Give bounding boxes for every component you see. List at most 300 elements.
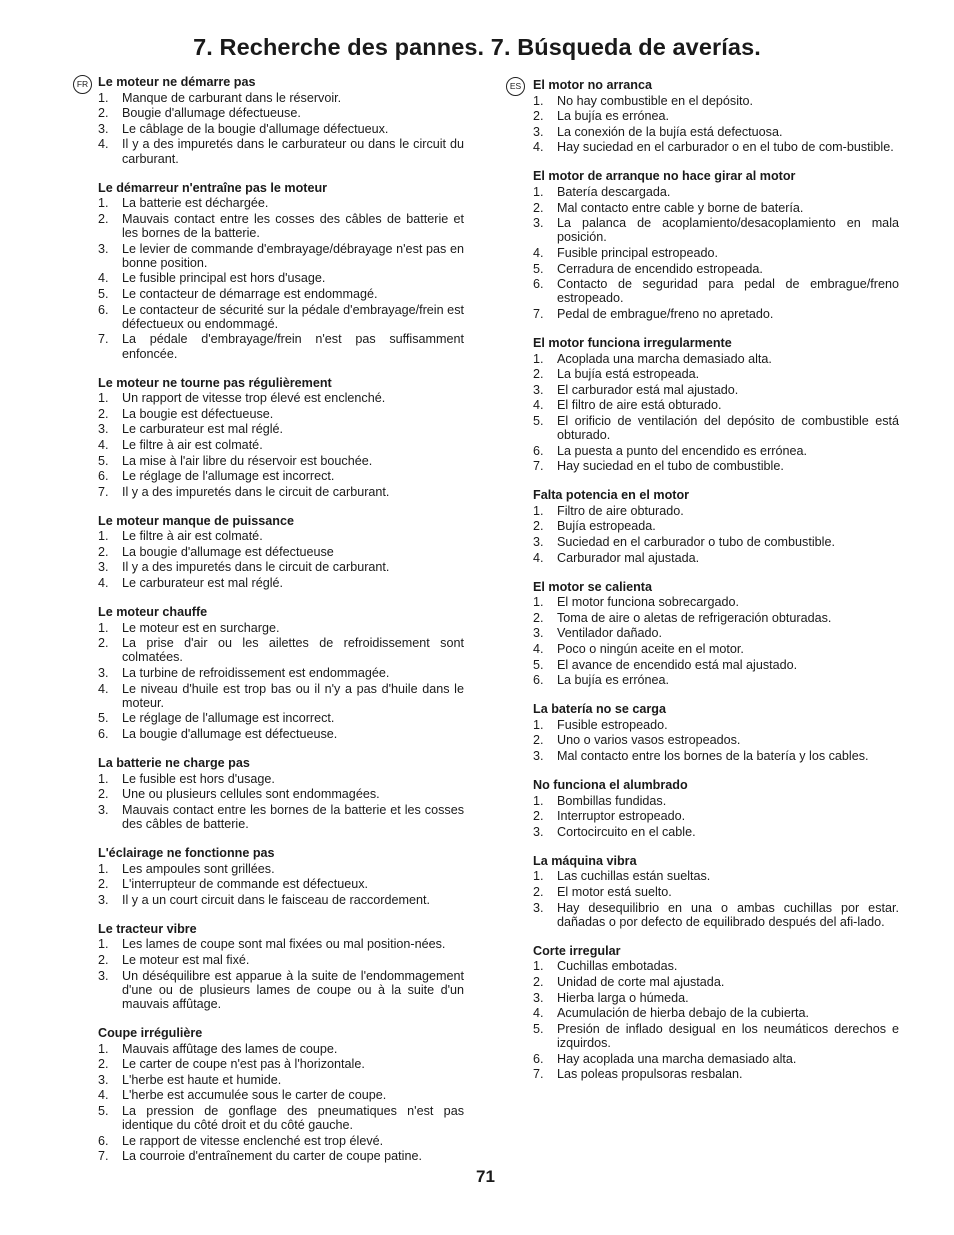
item-number: 5. — [533, 1021, 544, 1036]
item-text: Toma de aire o aletas de refrigeración obturadas. — [557, 610, 832, 625]
item-text: La pression de gonflage des pneumatiques n'est pas identique du côté droit et du côté gauche. — [122, 1103, 464, 1133]
item-number: 2. — [533, 200, 544, 215]
section-heading: No funciona el alumbrado — [533, 778, 688, 793]
item-number: 7. — [98, 1149, 109, 1164]
item-number: 1. — [533, 184, 544, 199]
item-text: Cortocircuito en el cable. — [557, 824, 696, 839]
item-number: 3. — [533, 990, 544, 1005]
item-number: 4. — [533, 245, 544, 260]
item-text: Le levier de commande d'embrayage/débrayage n'est pas en bonne position. — [122, 241, 464, 270]
list-item — [98, 407, 464, 421]
section-heading: Le moteur ne tourne pas régulièrement — [98, 375, 332, 390]
item-number: 7. — [533, 1067, 544, 1082]
list-item — [533, 959, 899, 973]
troubleshooting-section — [98, 605, 464, 741]
item-text: Le fusible principal est hors d'usage. — [122, 271, 326, 286]
list-item — [98, 636, 464, 664]
page-title: 7. Recherche des pannes. 7. Búsqueda de averías. — [193, 34, 761, 60]
item-number: 5. — [98, 1103, 109, 1118]
item-number: 1. — [98, 771, 109, 786]
item-number: 4. — [98, 576, 109, 591]
item-text: Bougie d'allumage défectueuse. — [122, 106, 301, 121]
list-item — [98, 529, 464, 543]
item-number: 4. — [98, 1088, 109, 1103]
list-item — [533, 459, 899, 473]
item-text: Cuchillas embotadas. — [557, 959, 678, 974]
list-item — [98, 271, 464, 285]
item-text: La bujía está estropeada. — [557, 367, 700, 382]
section-heading: El motor no arranca — [533, 78, 652, 92]
item-number: 5. — [98, 286, 109, 301]
item-number: 3. — [533, 749, 544, 764]
list-item — [98, 666, 464, 680]
list-item — [533, 794, 899, 808]
list-item — [98, 727, 464, 741]
list-item — [98, 711, 464, 725]
item-text: Hay suciedad en el carburador o en el tubo de com-bustible. — [557, 140, 894, 155]
list-item — [98, 862, 464, 876]
list-item — [98, 803, 464, 831]
list-item — [533, 595, 899, 609]
section-heading: Le moteur manque de puissance — [98, 513, 294, 528]
list-item — [533, 398, 899, 412]
item-text: Mal contacto entre los bornes de la batería y los cables. — [557, 749, 869, 764]
item-number: 3. — [533, 382, 544, 397]
list-item — [98, 576, 464, 590]
language-badge-fr: FR — [73, 75, 92, 94]
item-text: Le moteur est mal fixé. — [122, 953, 250, 967]
item-number: 6. — [98, 469, 109, 484]
item-text: Hay desequilibrio en una o ambas cuchillas por estar. dañadas o por defecto de equilibrado después del afi-lado. — [557, 900, 899, 929]
troubleshooting-section — [533, 778, 899, 839]
item-text: Le rapport de vitesse enclenché est trop élevé. — [122, 1133, 384, 1148]
list-item — [98, 1057, 464, 1071]
list-item — [533, 277, 899, 305]
cause-list — [533, 94, 899, 155]
section-heading: El motor funciona irregularmente — [533, 335, 732, 350]
troubleshooting-section — [533, 169, 899, 321]
item-text: Le filtre à air est colmaté. — [122, 437, 263, 452]
list-item — [533, 718, 899, 732]
list-item — [98, 196, 464, 210]
item-text: Le câblage de la bougie d'allumage défectueux. — [122, 121, 389, 136]
section-heading: El motor de arranque no hace girar al motor — [533, 169, 796, 184]
list-item — [533, 535, 899, 549]
item-text: Carburador mal ajustada. — [557, 550, 700, 565]
item-text: Un déséquilibre est apparue à la suite de l'endommagement d'une ou de plusieurs lames de coupe ou à la suite d'un mauvais affûtage. — [122, 968, 464, 1011]
item-text: Contacto de seguridad para pedal de embrague/freno estropeado. — [557, 277, 899, 306]
item-text: Uno o varios vasos estropeados. — [557, 733, 741, 748]
item-number: 2. — [98, 1057, 109, 1072]
troubleshooting-section — [98, 514, 464, 591]
item-number: 3. — [98, 1072, 109, 1087]
item-number: 5. — [98, 711, 109, 726]
item-text: Poco o ningún aceite en el motor. — [557, 642, 744, 657]
item-number: 2. — [98, 106, 109, 121]
troubleshooting-section — [533, 854, 899, 929]
section-heading: Corte irregular — [533, 943, 621, 958]
item-text: Batería descargada. — [557, 184, 671, 199]
section-heading: La batterie ne charge pas — [98, 756, 250, 771]
section-heading: Le moteur ne démarre pas — [98, 75, 256, 89]
item-number: 1. — [98, 391, 109, 406]
item-text: Le filtre à air est colmaté. — [122, 529, 263, 544]
item-number: 1. — [533, 959, 544, 974]
item-number: 2. — [533, 809, 544, 824]
list-item — [98, 454, 464, 468]
item-text: Le carter de coupe n'est pas à l'horizontale. — [122, 1057, 365, 1072]
item-text: Mauvais contact entre les cosses des câbles de batterie et les bornes de la batterie. — [122, 211, 464, 240]
section-heading: Coupe irrégulière — [98, 1026, 203, 1040]
item-text: La bujía es errónea. — [557, 109, 670, 124]
item-number: 4. — [533, 550, 544, 565]
list-item — [533, 444, 899, 458]
item-text: Pedal de embrague/freno no apretado. — [557, 306, 774, 321]
item-number: 3. — [98, 968, 109, 983]
item-number: 1. — [98, 620, 109, 635]
item-text: Unidad de corte mal ajustada. — [557, 974, 725, 989]
item-number: 5. — [533, 261, 544, 276]
item-text: Ventilador dañado. — [557, 626, 663, 641]
item-number: 3. — [533, 535, 544, 550]
item-text: Il y a des impuretés dans le circuit de carburant. — [122, 560, 390, 575]
item-text: La mise à l'air libre du réservoir est bouchée. — [122, 453, 373, 468]
item-text: El filtro de aire está obturado. — [557, 398, 722, 413]
item-text: Bujía estropeada. — [557, 519, 656, 534]
list-item — [98, 621, 464, 635]
list-item — [98, 422, 464, 436]
list-item — [533, 975, 899, 989]
troubleshooting-section — [98, 846, 464, 907]
item-number: 1. — [533, 869, 544, 884]
item-text: Presión de inflado desigual en los neumáticos derechos e izquirdos. — [557, 1021, 899, 1050]
item-text: Las poleas propulsoras resbalan. — [557, 1067, 743, 1082]
list-item — [98, 106, 464, 120]
list-item — [533, 611, 899, 625]
list-item — [98, 893, 464, 907]
page-number: 71 — [476, 1167, 495, 1186]
list-item — [98, 469, 464, 483]
item-text: Le carburateur est mal réglé. — [122, 422, 284, 437]
language-badge-es: ES — [506, 77, 525, 96]
item-number: 1. — [533, 793, 544, 808]
item-number: 3. — [98, 666, 109, 681]
item-number: 4. — [98, 437, 109, 452]
item-number: 7. — [98, 332, 109, 347]
list-item — [533, 1067, 899, 1081]
cause-list — [533, 869, 899, 929]
section-heading: Le tracteur vibre — [98, 921, 197, 936]
list-item — [533, 125, 899, 139]
list-item — [98, 1042, 464, 1056]
cause-list — [98, 1042, 464, 1164]
item-number: 3. — [533, 824, 544, 839]
list-item — [98, 242, 464, 270]
list-item — [98, 438, 464, 452]
item-number: 2. — [533, 733, 544, 748]
item-number: 1. — [98, 861, 109, 876]
item-text: Acumulación de hierba debajo de la cubierta. — [557, 1006, 810, 1021]
item-text: Le contacteur de sécurité sur la pédale d'embrayage/frein est défectueux ou endommagé. — [122, 302, 464, 331]
item-number: 3. — [98, 422, 109, 437]
item-text: L'herbe est accumulée sous le carter de coupe. — [122, 1088, 387, 1103]
item-text: Bombillas fundidas. — [557, 793, 667, 808]
list-item — [533, 140, 899, 154]
list-item — [98, 485, 464, 499]
list-item — [533, 414, 899, 442]
list-item — [98, 1088, 464, 1102]
list-item — [98, 122, 464, 136]
list-item — [533, 519, 899, 533]
list-item — [533, 749, 899, 763]
cause-list — [533, 718, 899, 763]
list-item — [533, 673, 899, 687]
item-text: La bujía es errónea. — [557, 673, 670, 688]
item-number: 3. — [533, 900, 544, 915]
item-text: Le contacteur de démarrage est endommagé. — [122, 286, 378, 301]
list-item — [533, 825, 899, 839]
item-number: 1. — [533, 717, 544, 732]
item-text: Las cuchillas están sueltas. — [557, 869, 711, 884]
item-number: 2. — [533, 610, 544, 625]
item-text: Les ampoules sont grillées. — [122, 861, 275, 876]
item-number: 6. — [98, 302, 109, 317]
item-number: 5. — [98, 453, 109, 468]
list-item — [533, 551, 899, 565]
item-text: La courroie d'entraînement du carter de coupe patine. — [122, 1149, 422, 1164]
item-text: La palanca de acoplamiento/desacoplamiento en mala posición. — [557, 216, 899, 245]
item-text: Interruptor estropeado. — [557, 809, 686, 824]
item-number: 2. — [98, 877, 109, 892]
cause-list — [533, 504, 899, 565]
cause-list — [533, 959, 899, 1081]
item-number: 3. — [98, 560, 109, 575]
cause-list — [98, 772, 464, 832]
item-number: 5. — [533, 657, 544, 672]
list-item — [98, 545, 464, 559]
item-number: 5. — [533, 413, 544, 428]
section-heading: Falta potencia en el motor — [533, 488, 690, 503]
item-text: No hay combustible en el depósito. — [557, 93, 754, 108]
list-item — [533, 991, 899, 1005]
list-item — [98, 391, 464, 405]
item-text: Il y a des impuretés dans le carburateur ou dans le circuit du carburant. — [122, 137, 464, 166]
list-item — [533, 642, 899, 656]
item-number: 4. — [98, 137, 109, 152]
cause-list — [98, 937, 464, 1011]
item-text: La bougie d'allumage est défectueuse. — [122, 727, 338, 742]
list-item — [533, 262, 899, 276]
item-number: 6. — [533, 1051, 544, 1066]
item-number: 7. — [533, 459, 544, 474]
list-item — [533, 658, 899, 672]
list-item — [533, 352, 899, 366]
list-item — [98, 1073, 464, 1087]
item-number: 2. — [98, 953, 109, 967]
troubleshooting-section — [98, 922, 464, 1011]
list-item — [533, 885, 899, 899]
list-item — [533, 307, 899, 321]
item-text: Filtro de aire obturado. — [557, 503, 684, 518]
item-text: Le fusible est hors d'usage. — [122, 771, 275, 786]
item-text: Le réglage de l'allumage est incorrect. — [122, 469, 335, 484]
item-text: Manque de carburant dans le réservoir. — [122, 90, 342, 105]
item-number: 7. — [533, 306, 544, 321]
item-text: Il y a des impuretés dans le circuit de carburant. — [122, 484, 390, 499]
item-text: Le moteur est en surcharge. — [122, 620, 280, 635]
item-number: 4. — [98, 681, 109, 696]
troubleshooting-section — [533, 488, 899, 565]
list-item — [533, 869, 899, 883]
item-number: 3. — [533, 626, 544, 641]
list-item — [98, 332, 464, 360]
troubleshooting-section — [533, 78, 899, 155]
list-item — [98, 212, 464, 240]
item-text: Le réglage de l'allumage est incorrect. — [122, 711, 335, 726]
item-text: La batterie est déchargée. — [122, 196, 269, 211]
item-number: 4. — [98, 271, 109, 286]
item-text: La bougie est défectueuse. — [122, 406, 274, 421]
list-item — [533, 1022, 899, 1050]
list-item — [98, 91, 464, 105]
list-item — [533, 216, 899, 244]
troubleshooting-section — [533, 702, 899, 763]
item-text: Suciedad en el carburador o tubo de combustible. — [557, 535, 835, 550]
item-number: 2. — [533, 519, 544, 534]
section-heading: Le moteur chauffe — [98, 605, 208, 620]
item-number: 3. — [98, 241, 109, 256]
item-number: 2. — [533, 884, 544, 899]
item-number: 4. — [533, 642, 544, 657]
list-item — [98, 682, 464, 710]
item-text: El orificio de ventilación del depósito de combustible está obturado. — [557, 413, 899, 443]
item-text: Les lames de coupe sont mal fixées ou mal position-nées. — [122, 937, 446, 952]
item-number: 1. — [98, 937, 109, 952]
item-text: La pédale d'embrayage/frein n'est pas suffisamment enfoncée. — [122, 332, 464, 361]
troubleshooting-section — [98, 756, 464, 831]
item-number: 4. — [533, 398, 544, 413]
troubleshooting-section — [98, 181, 464, 361]
item-number: 3. — [533, 124, 544, 139]
section-heading: La máquina vibra — [533, 853, 637, 868]
item-number: 6. — [98, 1133, 109, 1148]
list-item — [533, 185, 899, 199]
french-column — [98, 75, 464, 1178]
list-item — [533, 367, 899, 381]
troubleshooting-section — [533, 336, 899, 474]
list-item — [533, 809, 899, 823]
item-number: 4. — [533, 1006, 544, 1021]
cause-list — [98, 862, 464, 907]
item-number: 7. — [98, 484, 109, 499]
item-text: Un rapport de vitesse trop élevé est enclenché. — [122, 391, 386, 406]
item-text: El avance de encendido está mal ajustado. — [557, 657, 798, 672]
item-number: 2. — [98, 544, 109, 559]
item-text: El carburador está mal ajustado. — [557, 382, 739, 397]
list-item — [98, 1104, 464, 1132]
item-text: La bougie d'allumage est défectueuse — [122, 544, 334, 559]
item-text: La prise d'air ou les ailettes de refroidissement sont colmatées. — [122, 636, 464, 665]
item-text: Hay acoplada una marcha demasiado alta. — [557, 1051, 797, 1066]
item-number: 3. — [98, 802, 109, 817]
item-text: L'interrupteur de commande est défectueux. — [122, 877, 369, 892]
cause-list — [98, 621, 464, 742]
cause-list — [533, 185, 899, 321]
troubleshooting-section — [98, 376, 464, 499]
list-item — [98, 303, 464, 331]
list-item — [98, 1134, 464, 1148]
item-number: 1. — [533, 503, 544, 518]
troubleshooting-section — [533, 944, 899, 1082]
item-text: L'herbe est haute et humide. — [122, 1072, 282, 1087]
item-number: 3. — [98, 121, 109, 136]
item-text: La conexión de la bujía está defectuosa. — [557, 124, 783, 139]
spanish-column — [533, 78, 899, 1096]
list-item — [533, 901, 899, 929]
list-item — [533, 109, 899, 123]
item-text: Mal contacto entre cable y borne de batería. — [557, 200, 804, 215]
item-number: 6. — [98, 727, 109, 742]
list-item — [98, 969, 464, 1012]
item-number: 3. — [98, 892, 109, 907]
troubleshooting-section — [533, 580, 899, 688]
item-text: Hierba larga o húmeda. — [557, 990, 689, 1005]
item-text: Une ou plusieurs cellules sont endommagées. — [122, 787, 380, 802]
list-item — [533, 383, 899, 397]
item-number: 1. — [98, 90, 109, 105]
item-number: 2. — [98, 406, 109, 421]
list-item — [533, 94, 899, 108]
cause-list — [98, 391, 464, 499]
section-heading: El motor se calienta — [533, 579, 652, 594]
item-number: 3. — [533, 216, 544, 231]
section-heading: La batería no se carga — [533, 702, 666, 717]
item-text: Mauvais affûtage des lames de coupe. — [122, 1041, 338, 1056]
list-item — [98, 937, 464, 951]
item-number: 6. — [533, 277, 544, 292]
cause-list — [533, 595, 899, 687]
troubleshooting-section — [98, 1026, 464, 1164]
item-number: 2. — [533, 367, 544, 382]
item-number: 2. — [98, 211, 109, 226]
item-text: La puesta a punto del encendido es errónea. — [557, 443, 807, 458]
list-item — [98, 772, 464, 786]
item-number: 6. — [533, 443, 544, 458]
list-item — [533, 201, 899, 215]
troubleshooting-section — [98, 75, 464, 166]
cause-list — [98, 91, 464, 166]
list-item — [98, 877, 464, 891]
list-item — [533, 504, 899, 518]
item-text: Fusible principal estropeado. — [557, 245, 719, 260]
cause-list — [533, 352, 899, 474]
list-item — [98, 560, 464, 574]
item-number: 2. — [533, 974, 544, 989]
list-item — [98, 1149, 464, 1163]
list-item — [533, 1052, 899, 1066]
list-item — [533, 1006, 899, 1020]
item-text: El motor está suelto. — [557, 884, 672, 899]
item-number: 1. — [533, 93, 544, 108]
item-number: 1. — [533, 595, 544, 610]
item-text: Hay suciedad en el tubo de combustible. — [557, 459, 784, 474]
item-text: Acoplada una marcha demasiado alta. — [557, 351, 772, 366]
list-item — [533, 626, 899, 640]
item-text: Fusible estropeado. — [557, 717, 668, 732]
list-item — [98, 137, 464, 165]
item-number: 1. — [98, 529, 109, 544]
item-number: 2. — [98, 636, 109, 651]
